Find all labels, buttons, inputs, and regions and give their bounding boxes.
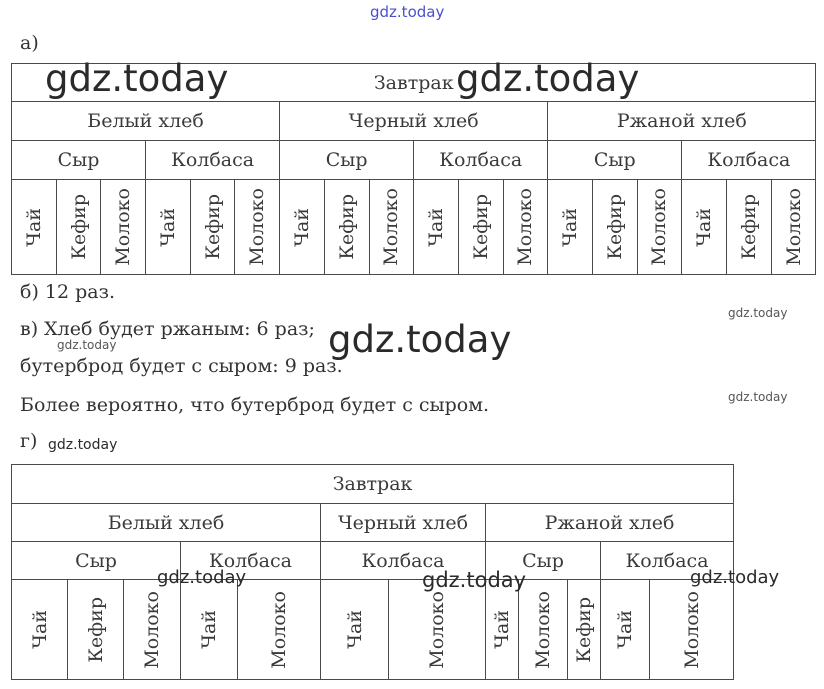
- watermark-a-left: gdz.today: [45, 57, 229, 100]
- table-g-drink-cell: [650, 580, 734, 680]
- table-a-drink: Молоко: [648, 188, 671, 266]
- table-g-drink: Кефир: [84, 596, 107, 663]
- watermark-a-right: gdz.today: [456, 57, 640, 100]
- table-a-drink: Чай: [425, 207, 448, 247]
- table-a-bread-black: Черный хлеб: [280, 102, 548, 141]
- table-g-drink: Молоко: [141, 590, 163, 669]
- table-a-drink: Чай: [559, 207, 582, 247]
- table-a-drink-cell: [503, 180, 548, 275]
- table-a-bread-white: Белый хлеб: [12, 102, 280, 141]
- table-a-drink-cell: [101, 180, 146, 275]
- table-a-drink: Чай: [290, 207, 313, 247]
- table-a-drink: Кефир: [469, 194, 492, 260]
- table-g-bread-black: Черный хлеб: [321, 504, 486, 542]
- part-a-label: а): [20, 32, 39, 54]
- table-g-header: Завтрак: [12, 465, 734, 504]
- breakfast-tree-table-g: [11, 464, 734, 680]
- table-g-drink-cell: [181, 580, 238, 680]
- table-a-drink: Молоко: [112, 188, 135, 266]
- table-a-drink-cell: [280, 180, 325, 275]
- table-g-drink-cell: [486, 580, 519, 680]
- part-b-answer: б) 12 раз.: [20, 281, 115, 303]
- watermark-small: gdz.today: [728, 390, 788, 404]
- table-g-drink: Чай: [28, 610, 51, 649]
- table-a-drink: Чай: [22, 207, 45, 247]
- table-a-drink-cell: [369, 180, 414, 275]
- table-g-drink: Молоко: [680, 590, 703, 669]
- table-g-drink: Молоко: [268, 590, 290, 669]
- table-a-header: Завтрак: [12, 64, 816, 102]
- table-a-drink: Молоко: [380, 188, 403, 266]
- table-a-drink: Кефир: [201, 194, 224, 260]
- part-v-line3: Более вероятно, что бутерброд будет с сыром.: [20, 394, 490, 416]
- table-a-filling: Колбаса: [414, 141, 548, 180]
- table-g-bread-rye: Ржаной хлеб: [486, 504, 734, 542]
- table-g-drink-cell: [124, 580, 181, 680]
- table-g-drink-cell: [389, 580, 486, 680]
- table-g-drink-cell: [68, 580, 124, 680]
- table-a-drink: Кефир: [67, 194, 90, 260]
- table-g-drink: Кефир: [573, 596, 595, 663]
- watermark-small: gdz.today: [57, 338, 117, 352]
- table-a-drink-cell: [592, 180, 637, 275]
- table-a-drink-cell: [190, 180, 235, 275]
- table-a-drink-cell: [727, 180, 772, 275]
- watermark-small: gdz.today: [48, 437, 118, 453]
- table-a-drink-cell: [324, 180, 369, 275]
- table-g-drink: Чай: [614, 610, 636, 649]
- table-a-drink-cell: [548, 180, 593, 275]
- table-a-filling: Колбаса: [146, 141, 280, 180]
- table-g-bread-white: Белый хлеб: [12, 504, 321, 542]
- table-a-drink: Чай: [156, 207, 179, 247]
- table-g-drink: Чай: [198, 610, 220, 649]
- table-g-drink-cell: [519, 580, 568, 680]
- table-g-drink-cell: [568, 580, 601, 680]
- table-g-filling: Сыр: [486, 542, 601, 580]
- table-g-filling: Колбаса: [601, 542, 734, 580]
- part-v-line2: бутерброд будет с сыром: 9 раз.: [20, 355, 343, 377]
- table-g-drink: Молоко: [426, 590, 448, 669]
- table-a-drink-cell: [235, 180, 280, 275]
- table-a-drink: Кефир: [603, 194, 626, 260]
- table-g-drink: Чай: [491, 610, 513, 649]
- table-a-drink: Молоко: [514, 188, 537, 266]
- watermark-small: gdz.today: [728, 306, 788, 320]
- table-g-filling: Колбаса: [181, 542, 321, 580]
- watermark-g-right: gdz.today: [690, 567, 780, 588]
- table-a-drink-cell: [682, 180, 727, 275]
- table-a-filling: Сыр: [12, 141, 146, 180]
- table-a-filling: Сыр: [548, 141, 682, 180]
- table-a-drink-cell: [56, 180, 101, 275]
- table-a-drink: Чай: [693, 207, 716, 247]
- watermark-top: gdz.today: [370, 3, 445, 21]
- table-a-drink-cell: [414, 180, 459, 275]
- table-g-drink: Молоко: [532, 590, 554, 669]
- table-g-drink-cell: [321, 580, 389, 680]
- table-g-filling: Колбаса: [321, 542, 486, 580]
- table-g-filling: Сыр: [12, 542, 181, 580]
- part-g-label: г): [20, 430, 38, 452]
- table-g-drink-cell: [238, 580, 321, 680]
- table-a-drink-cell: [146, 180, 191, 275]
- table-a-drink: Кефир: [335, 194, 358, 260]
- table-a-drink: Молоко: [246, 188, 269, 266]
- table-a-drink-cell: [771, 180, 816, 275]
- part-v-line1: в) Хлеб будет ржаным: 6 раз;: [20, 318, 315, 340]
- table-a-drink: Молоко: [782, 188, 805, 266]
- watermark-mid: gdz.today: [328, 318, 512, 361]
- table-a-drink-cell: [458, 180, 503, 275]
- table-g-drink: Чай: [343, 610, 366, 649]
- table-a-drink: Кефир: [737, 194, 760, 260]
- table-g-drink-cell: [12, 580, 68, 680]
- table-a-filling: Сыр: [280, 141, 414, 180]
- table-g-drink-cell: [601, 580, 650, 680]
- watermark-g-mid: gdz.today: [422, 568, 527, 592]
- table-a-drink-cell: [12, 180, 57, 275]
- table-a-drink-cell: [637, 180, 682, 275]
- table-a-filling: Колбаса: [682, 141, 816, 180]
- table-a-bread-rye: Ржаной хлеб: [548, 102, 816, 141]
- watermark-g-left: gdz.today: [157, 567, 247, 588]
